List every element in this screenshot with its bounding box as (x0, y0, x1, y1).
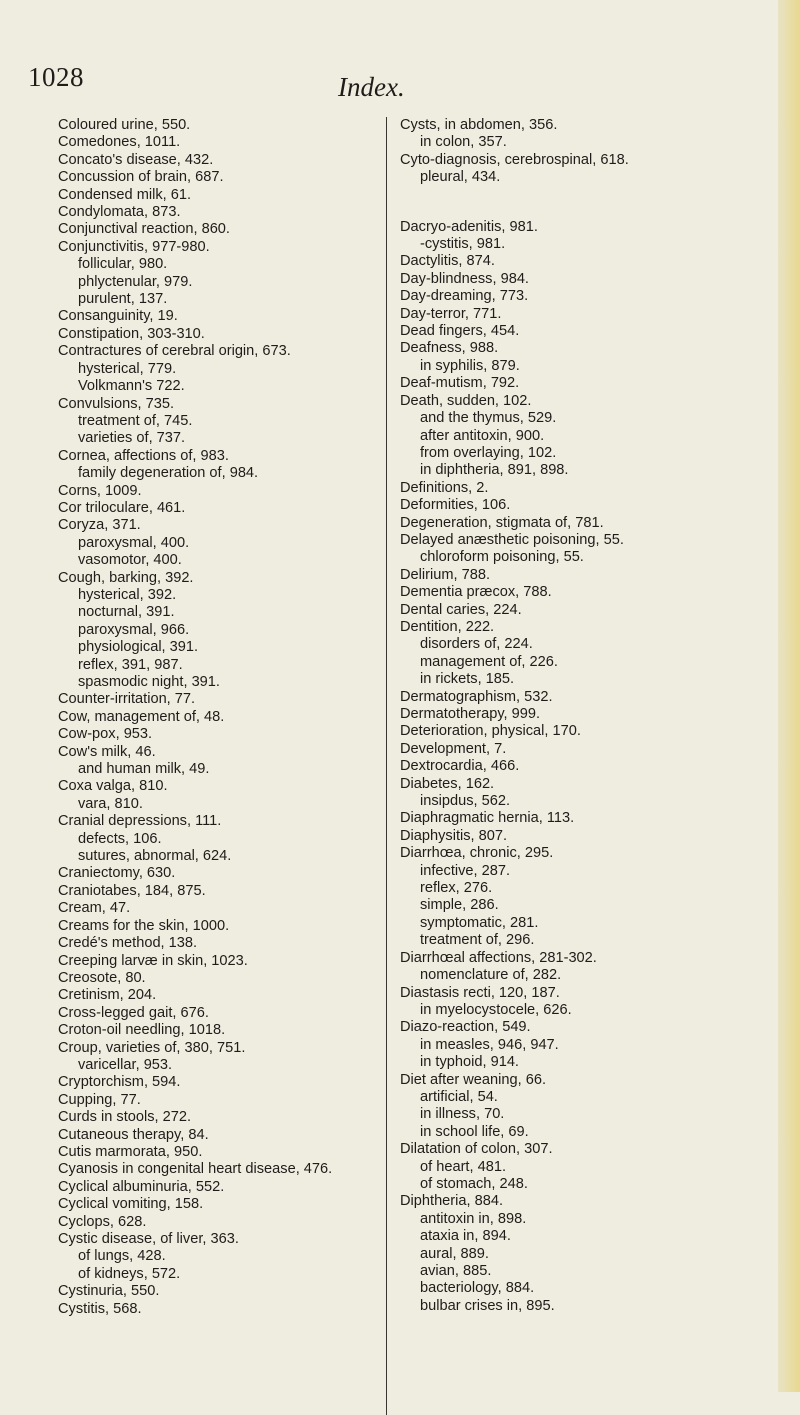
index-entry: Cupping, 77. (58, 1091, 141, 1108)
index-entry: Dermatotherapy, 999. (400, 706, 541, 722)
index-subentry: chloroform poisoning, 55. (420, 549, 584, 566)
index-subentry: bulbar crises in, 895. (420, 1297, 555, 1314)
index-entry: Cretinism, 204. (58, 987, 157, 1004)
index-subentry: and the thymus, 529. (420, 410, 557, 427)
index-entry: Diet after weaning, 66. (400, 1071, 547, 1088)
index-subentry: in colon, 357. (420, 134, 507, 151)
index-entry: Diazo-reaction, 549. (400, 1019, 531, 1036)
index-subentry: infective, 287. (420, 862, 511, 879)
index-entry: Day-blindness, 984. (400, 270, 529, 287)
index-entry: Cow's milk, 46. (58, 743, 156, 760)
index-entry: Cyanosis in congenital heart disease, 476. (58, 1161, 333, 1178)
index-subentry: varieties of, 737. (78, 430, 186, 447)
index-subentry: antitoxin in, 898. (420, 1210, 527, 1227)
index-entry: Counter-irritation, 77. (58, 691, 196, 708)
index-subentry: of heart, 481. (420, 1158, 507, 1175)
index-entry: Cough, barking, 392. (58, 569, 194, 586)
index-entry: Cyclical vomiting, 158. (58, 1196, 204, 1213)
index-subentry: hysterical, 392. (78, 586, 177, 603)
index-entry: Constipation, 303-310. (58, 325, 205, 342)
index-subentry: in illness, 70. (420, 1106, 505, 1123)
index-entry: Dermatographism, 532. (400, 688, 553, 705)
index-entry: Cross-legged gait, 676. (58, 1004, 209, 1021)
index-subentry: aural, 889. (420, 1245, 489, 1262)
index-entry: Cystitis, 568. (58, 1300, 142, 1317)
index-subentry: avian, 885. (420, 1263, 492, 1279)
index-subentry: insipdus, 562. (420, 793, 511, 810)
index-subentry: artificial, 54. (420, 1088, 498, 1105)
index-entry: Dead fingers, 454. (400, 323, 520, 340)
index-entry: Day-dreaming, 773. (400, 288, 529, 305)
column-divider (386, 117, 387, 1415)
index-entry: Cyto-diagnosis, cerebrospinal, 618. (400, 151, 629, 168)
index-subentry: in diphtheria, 891, 898. (420, 462, 569, 479)
index-entry: Cow, management of, 48. (58, 708, 225, 725)
index-subentry: ataxia in, 894. (420, 1228, 511, 1245)
index-entry: Dentition, 222. (400, 618, 495, 635)
index-entry: Day-terror, 771. (400, 305, 502, 322)
index-entry: Comedones, 1011. (58, 134, 181, 151)
index-entry: Creosote, 80. (58, 969, 146, 986)
index-subentry: spasmodic night, 391. (78, 674, 220, 690)
index-entry: Deformities, 106. (400, 497, 511, 514)
index-entry: Diastasis recti, 120, 187. (400, 984, 560, 1001)
index-entry: Craniotabes, 184, 875. (58, 882, 206, 899)
index-subentry: phlyctenular, 979. (78, 273, 193, 290)
index-entry: Definitions, 2. (400, 479, 489, 496)
index-entry: Dilatation of colon, 307. (400, 1141, 553, 1158)
index-entry: Cranial depressions, 111. (58, 813, 222, 830)
index-entry: Contractures of cerebral origin, 673. (58, 343, 291, 360)
index-entry: Death, sudden, 102. (400, 392, 532, 409)
index-column-left (58, 117, 388, 1318)
index-entry: Delirium, 788. (400, 566, 491, 583)
index-entry: Consanguinity, 19. (58, 308, 178, 325)
index-entry: Coloured urine, 550. (58, 117, 191, 133)
index-entry: Deterioration, physical, 170. (400, 723, 581, 740)
index-subentry: nocturnal, 391. (78, 604, 175, 621)
index-entry: Cream, 47. (58, 900, 131, 917)
index-subentry: nomenclature of, 282. (420, 967, 562, 984)
index-entry: Coxa valga, 810. (58, 778, 168, 795)
index-entry: Condensed milk, 61. (58, 186, 192, 203)
index-entry: Degeneration, stigmata of, 781. (400, 514, 604, 531)
index-subentry: reflex, 276. (420, 880, 493, 897)
index-entry: Cryptorchism, 594. (58, 1074, 181, 1091)
index-entry: Cystinuria, 550. (58, 1283, 160, 1300)
page-heading: Index. (338, 72, 405, 102)
index-subentry: follicular, 980. (78, 256, 168, 273)
index-entry: Diphtheria, 884. (400, 1193, 504, 1210)
index-entry: Condylomata, 873. (58, 204, 181, 221)
index-entry: Cornea, affections of, 983. (58, 447, 229, 464)
index-entry: Diarrhœal affections, 281-302. (400, 949, 597, 966)
index-entry: Cow-pox, 953. (58, 726, 153, 743)
index-entry: Creams for the skin, 1000. (58, 917, 230, 934)
index-subentry: in myelocystocele, 626. (420, 1001, 572, 1018)
index-entry: Cutaneous therapy, 84. (58, 1126, 209, 1143)
index-entry: Dementia præcox, 788. (400, 584, 552, 601)
index-subentry: from overlaying, 102. (420, 444, 557, 461)
index-entry: Craniectomy, 630. (58, 865, 176, 882)
index-subentry: paroxysmal, 400. (78, 534, 190, 551)
index-subentry: physiological, 391. (78, 639, 199, 656)
section-gap (400, 187, 795, 219)
index-subentry: defects, 106. (78, 830, 162, 847)
index-subentry: Volkmann's 722. (78, 378, 185, 395)
index-entry: Diaphragmatic hernia, 113. (400, 810, 575, 827)
index-subentry: bacteriology, 884. (420, 1280, 535, 1297)
index-subentry: after antitoxin, 900. (420, 427, 545, 444)
index-subentry: symptomatic, 281. (420, 914, 539, 931)
index-subentry: sutures, abnormal, 624. (78, 848, 232, 865)
index-entry: Credé's method, 138. (58, 935, 198, 952)
index-entry: Creeping larvæ in skin, 1023. (58, 952, 248, 969)
index-entry: Curds in stools, 272. (58, 1109, 192, 1126)
index-entry: Croup, varieties of, 380, 751. (58, 1039, 246, 1056)
index-entry: Dextrocardia, 466. (400, 758, 520, 775)
index-subentry: and human milk, 49. (78, 761, 210, 778)
index-subentry: simple, 286. (420, 897, 499, 914)
index-entry: Cysts, in abdomen, 356. (400, 117, 558, 133)
index-entry: Cyclops, 628. (58, 1213, 147, 1230)
index-subentry: in school life, 69. (420, 1123, 529, 1140)
index-subentry: family degeneration of, 984. (78, 465, 259, 482)
index-subentry: -cystitis, 981. (420, 236, 506, 253)
index-subentry: varicellar, 953. (78, 1056, 173, 1073)
index-subentry: in typhoid, 914. (420, 1054, 519, 1071)
index-entry: Diabetes, 162. (400, 775, 495, 792)
index-subentry: reflex, 391, 987. (78, 656, 183, 673)
index-entry: Cor triloculare, 461. (58, 499, 186, 516)
index-subentry: vara, 810. (78, 795, 143, 812)
index-subentry: of kidneys, 572. (78, 1265, 181, 1282)
index-entry: Dacryo-adenitis, 981. (400, 218, 538, 235)
index-subentry: of lungs, 428. (78, 1248, 166, 1265)
index-entry: Cyclical albuminuria, 552. (58, 1178, 225, 1195)
index-subentry: in rickets, 185. (420, 671, 515, 688)
index-entry: Convulsions, 735. (58, 395, 175, 412)
index-entry: Concussion of brain, 687. (58, 169, 224, 186)
index-subentry: disorders of, 224. (420, 636, 533, 653)
index-subentry: vasomotor, 400. (78, 552, 182, 569)
index-entry: Croton-oil needling, 1018. (58, 1022, 226, 1039)
index-entry: Deafness, 988. (400, 340, 499, 357)
index-subentry: management of, 226. (420, 653, 558, 670)
index-entry: Delayed anæsthetic poisoning, 55. (400, 531, 624, 548)
page-number: 1028 (28, 62, 84, 92)
index-subentry: hysterical, 779. (78, 360, 177, 377)
index-entry: Dactylitis, 874. (400, 253, 495, 270)
index-entry: Diarrhœa, chronic, 295. (400, 845, 554, 862)
index-subentry: paroxysmal, 966. (78, 621, 190, 638)
index-entry: Conjunctivitis, 977-980. (58, 238, 210, 255)
index-entry: Concato's disease, 432. (58, 151, 214, 168)
index-entry: Cystic disease, of liver, 363. (58, 1231, 239, 1247)
index-subentry: pleural, 434. (420, 169, 501, 186)
index-subentry: in measles, 946, 947. (420, 1036, 559, 1053)
index-entry: Dental caries, 224. (400, 601, 522, 618)
index-column-right (400, 117, 795, 1315)
index-entry: Diaphysitis, 807. (400, 827, 508, 844)
index-subentry: purulent, 137. (78, 291, 168, 308)
index-entry: Cutis marmorata, 950. (58, 1143, 203, 1160)
index-entry: Coryza, 371. (58, 517, 141, 534)
index-entry: Conjunctival reaction, 860. (58, 221, 230, 238)
index-entry: Deaf-mutism, 792. (400, 375, 520, 392)
index-subentry: of stomach, 248. (420, 1175, 528, 1192)
index-subentry: treatment of, 296. (420, 932, 535, 949)
index-entry: Development, 7. (400, 740, 507, 757)
index-subentry: treatment of, 745. (78, 412, 193, 429)
index-entry: Corns, 1009. (58, 482, 142, 499)
index-subentry: in syphilis, 879. (420, 357, 520, 374)
